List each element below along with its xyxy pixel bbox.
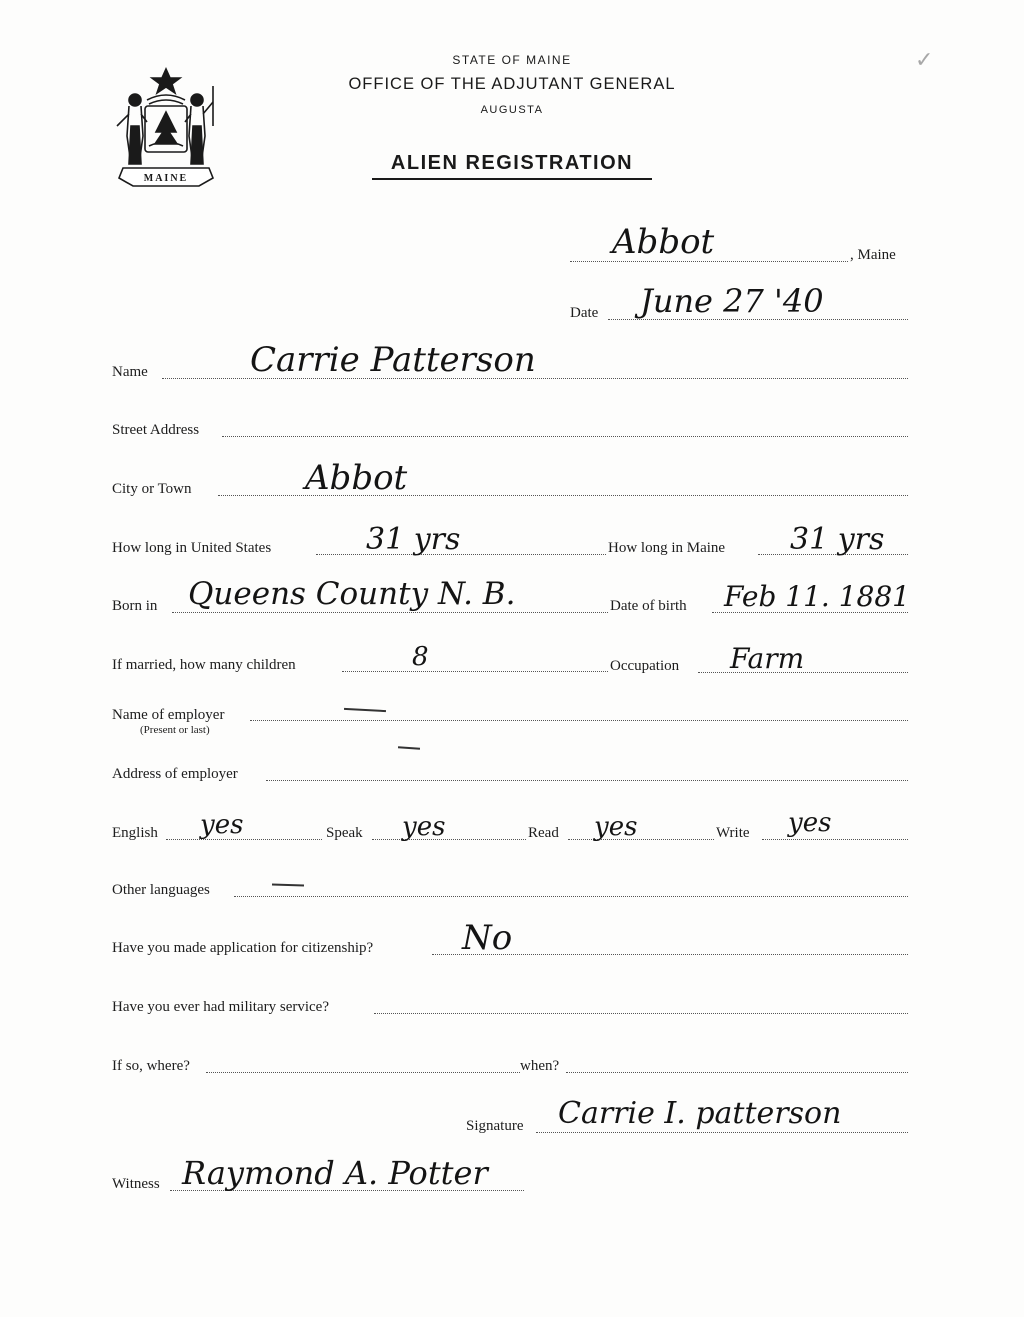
english-value: yes [200, 810, 244, 840]
signature-value: Carrie I. patterson [558, 1096, 842, 1131]
place-label: , Maine [850, 247, 896, 263]
write-label: Write [716, 825, 750, 841]
military-line [374, 1013, 908, 1014]
other-languages-dash [272, 883, 304, 886]
speak-label: Speak [326, 825, 363, 841]
citizenship-value: No [462, 918, 513, 958]
how-long-us-label: How long in United States [112, 540, 272, 556]
military-label: Have you ever had military service? [112, 999, 329, 1015]
city-label: City or Town [112, 481, 192, 497]
witness-value: Raymond A. Potter [182, 1154, 488, 1192]
other-languages-line [234, 896, 908, 897]
occupation-label: Occupation [610, 658, 680, 674]
children-label: If married, how many children [112, 657, 296, 673]
write-value: yes [788, 808, 832, 838]
name-value: Carrie Patterson [250, 340, 536, 380]
date-value: June 27 '40 [640, 282, 824, 320]
english-label: English [112, 825, 158, 841]
other-languages-label: Other languages [112, 882, 210, 898]
write-line [762, 839, 908, 840]
speak-value: yes [402, 812, 446, 842]
children-value: 8 [412, 642, 429, 672]
employer-address-line [266, 780, 908, 781]
header-state: STATE OF MAINE [452, 53, 572, 67]
name-label: Name [112, 364, 148, 380]
read-line [568, 839, 714, 840]
where-label: If so, where? [112, 1058, 190, 1074]
place-value: Abbot [612, 222, 715, 262]
how-long-us-line [316, 554, 606, 555]
born-in-label: Born in [112, 598, 158, 614]
employer-name-line [250, 720, 908, 721]
english-line [166, 839, 322, 840]
how-long-maine-label: How long in Maine [608, 540, 726, 556]
form-title: ALIEN REGISTRATION [390, 152, 634, 174]
margin-check-icon: ✓ [915, 48, 934, 73]
street-address-line [222, 436, 908, 437]
title-underline [372, 178, 652, 180]
city-value: Abbot [305, 458, 408, 498]
how-long-maine-value: 31 yrs [790, 522, 885, 557]
date-of-birth-value: Feb 11. 1881 [724, 580, 910, 613]
header-office: OFFICE OF THE ADJUTANT GENERAL [348, 75, 676, 93]
date-label: Date [570, 305, 599, 321]
how-long-us-value: 31 yrs [366, 522, 461, 557]
speak-line [372, 839, 526, 840]
employer-name-sublabel: (Present or last) [140, 724, 210, 736]
date-of-birth-label: Date of birth [610, 598, 687, 614]
signature-label: Signature [466, 1118, 524, 1134]
header-city: AUGUSTA [480, 104, 544, 116]
children-line [342, 671, 608, 672]
read-value: yes [594, 812, 638, 842]
street-address-label: Street Address [112, 422, 200, 438]
occupation-value: Farm [730, 642, 805, 675]
born-in-line [172, 612, 608, 613]
seal-banner-text: MAINE [143, 173, 189, 184]
read-label: Read [528, 825, 559, 841]
when-line [566, 1072, 908, 1073]
citizenship-label: Have you made application for citizenship? [112, 940, 374, 956]
employer-address-label: Address of employer [112, 766, 238, 782]
witness-label: Witness [112, 1176, 160, 1192]
where-line [206, 1072, 520, 1073]
employer-name-label: Name of employer [112, 707, 225, 723]
employer-name-dash [344, 708, 386, 712]
signature-line [536, 1132, 908, 1133]
employer-address-dash [398, 746, 420, 750]
when-label: when? [520, 1058, 560, 1074]
born-in-value: Queens County N. B. [188, 576, 516, 612]
